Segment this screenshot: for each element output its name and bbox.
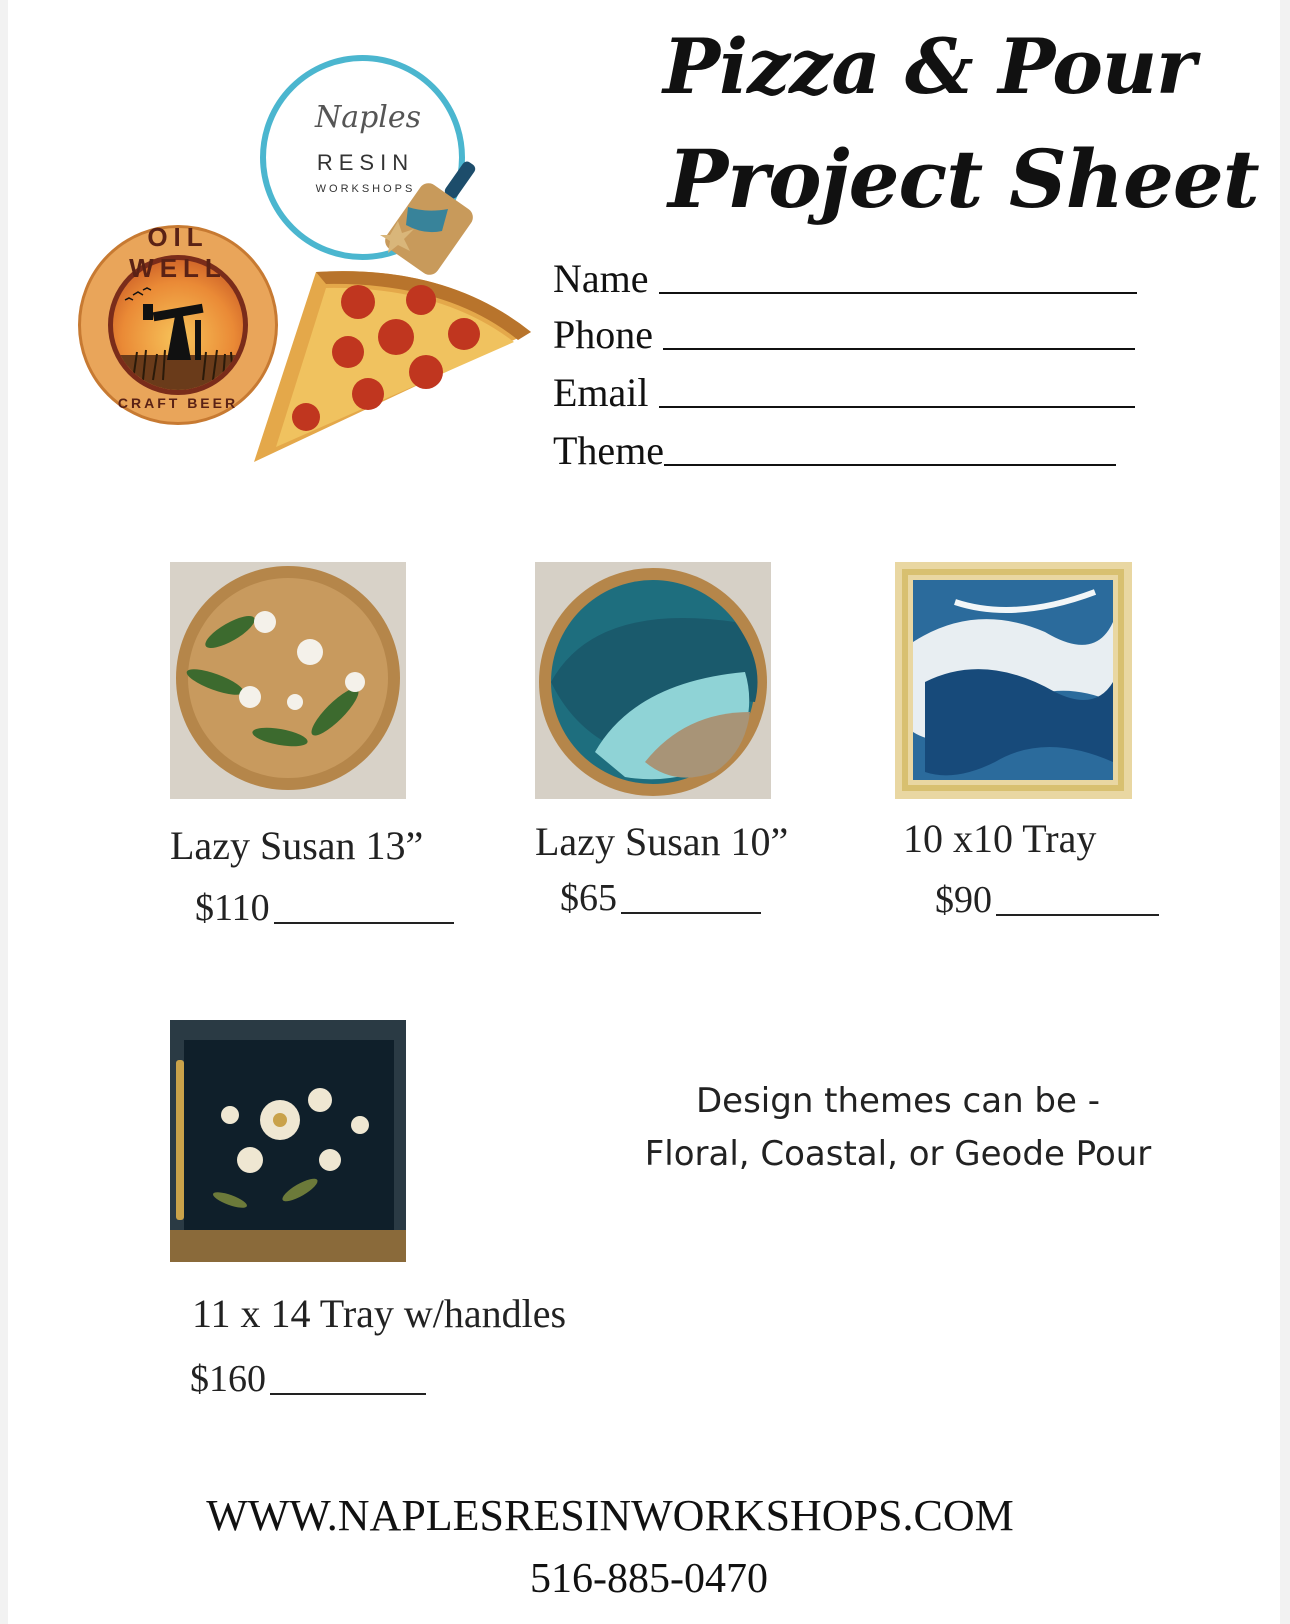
title-line-2: Project Sheet: [668, 132, 1259, 226]
product-price-4[interactable]: [190, 1357, 426, 1401]
contact-phone: [8, 1555, 1280, 1603]
theme-line[interactable]: [664, 464, 1116, 466]
naples-resin-sub: WORKSHOPS: [315, 183, 416, 195]
email-line[interactable]: [659, 406, 1135, 408]
product-price-1[interactable]: [195, 886, 454, 930]
product-price-3[interactable]: [935, 878, 1159, 922]
oil-well-logo-top-text: OIL WELL: [129, 222, 227, 283]
product-price-2-value: $65: [560, 877, 617, 919]
design-themes-note: [598, 1075, 1198, 1181]
naples-resin-script: Naples: [314, 100, 422, 135]
cutting-board-icon: [378, 155, 498, 275]
product-qty-line-1[interactable]: [274, 922, 454, 924]
naples-resin-word: RESIN: [316, 150, 415, 175]
name-line[interactable]: [659, 292, 1137, 294]
pizza-slice-icon: [246, 262, 536, 467]
phone-line[interactable]: [663, 348, 1135, 350]
product-price-4-value: $160: [190, 1358, 266, 1400]
tray-10x10-photo: [895, 562, 1132, 799]
project-sheet: [8, 0, 1280, 1624]
theme-label: Theme: [553, 428, 665, 473]
tray-11x14-photo: [170, 1020, 406, 1262]
name-label: Name: [553, 256, 649, 301]
product-qty-line-2[interactable]: [621, 912, 761, 914]
product-name-2: Lazy Susan 10”: [535, 819, 789, 864]
website-url-text: WWW.NAPLESRESINWORKSHOPS.COM: [206, 1491, 1014, 1540]
phone-field[interactable]: [553, 311, 1135, 358]
lazy-susan-13-photo: [170, 562, 406, 799]
phone-label: Phone: [553, 312, 653, 357]
contact-phone-text: 516-885-0470: [530, 1556, 768, 1602]
product-name-3: 10 x10 Tray: [903, 816, 1097, 861]
website-url: [8, 1490, 1280, 1541]
design-themes-line-1: Design themes can be -: [695, 1081, 1100, 1121]
product-qty-line-3[interactable]: [996, 914, 1159, 916]
email-label: Email: [553, 370, 649, 415]
name-field[interactable]: [553, 255, 1137, 302]
product-name-4: 11 x 14 Tray w/handles: [192, 1291, 567, 1336]
theme-field[interactable]: [553, 427, 1116, 474]
product-price-3-value: $90: [935, 879, 992, 921]
product-name-1: Lazy Susan 13”: [170, 823, 424, 868]
title-line-1: Pizza & Pour: [663, 22, 1196, 111]
product-price-1-value: $110: [195, 887, 270, 929]
product-price-2[interactable]: [560, 876, 761, 920]
product-qty-line-4[interactable]: [270, 1393, 426, 1395]
oil-well-logo-bottom-text: CRAFT BEER: [117, 395, 239, 411]
design-themes-line-2: Floral, Coastal, or Geode Pour: [644, 1134, 1152, 1174]
lazy-susan-10-photo: [535, 562, 771, 799]
email-field[interactable]: [553, 369, 1135, 416]
